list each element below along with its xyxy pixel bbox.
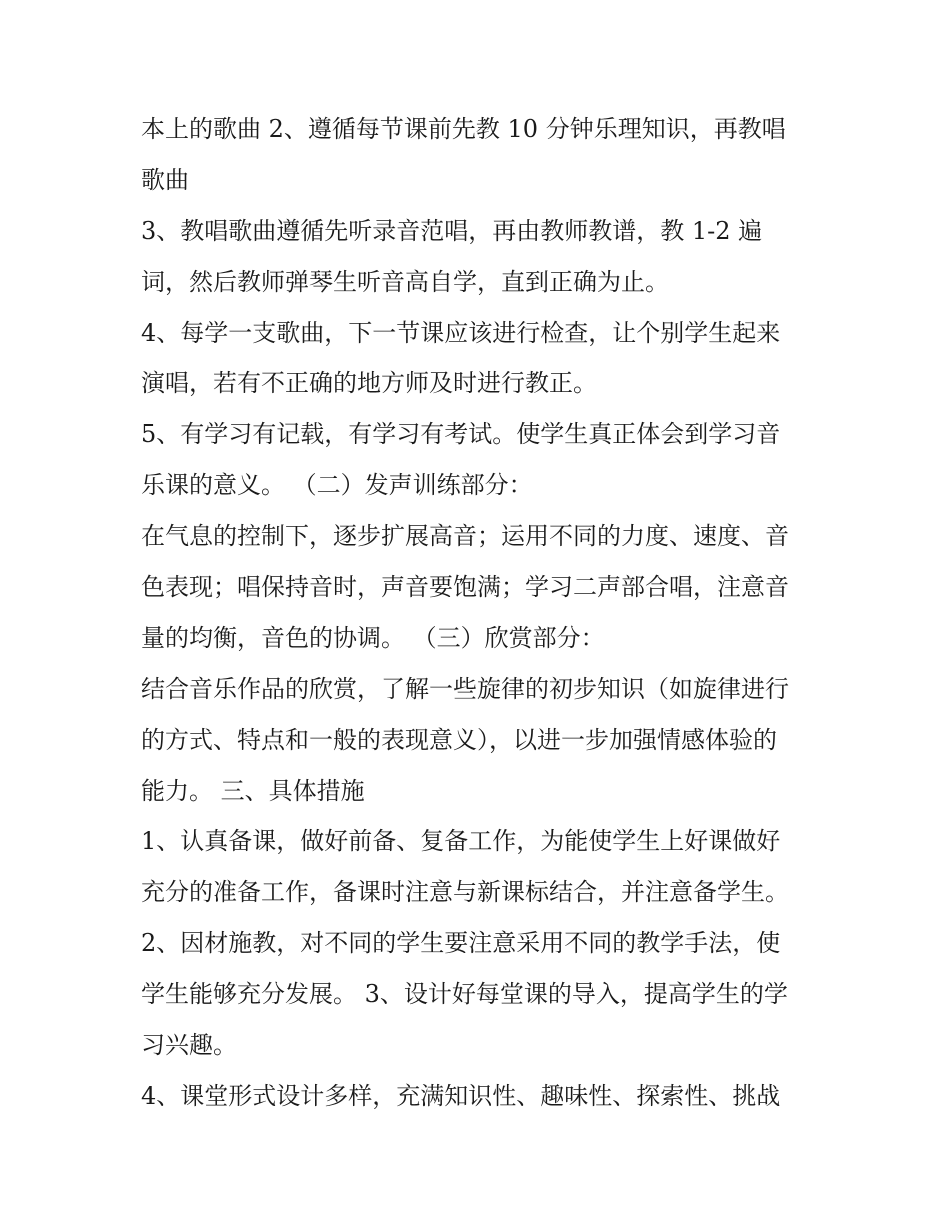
text-line: 歌曲 — [141, 165, 189, 194]
text-line: 量的均衡，音色的协调。 （三）欣赏部分： — [141, 623, 605, 652]
text-line: 习兴趣。 — [141, 1031, 237, 1060]
text-line: 的方式、特点和一般的表现意义），以进一步加强情感体验的 — [141, 725, 777, 754]
text-line: 能力。 三、具体措施 — [141, 776, 365, 805]
text-line: 3、教唱歌曲遵循先听录音范唱，再由教师教谱，教 1-2 遍 — [141, 216, 763, 245]
text-line: 充分的准备工作，备课时注意与新课标结合，并注意备学生。 — [141, 878, 789, 907]
text-line: 色表现；唱保持音时，声音要饱满；学习二声部合唱，注意音 — [141, 573, 789, 602]
text-line: 4、每学一支歌曲，下一节课应该进行检查，让个别学生起来 — [141, 318, 781, 347]
text-line: 本上的歌曲 2、遵循每节课前先教 10 分钟乐理知识，再教唱 — [141, 115, 786, 143]
text-line: 4、课堂形式设计多样，充满知识性、趣味性、探索性、挑战 — [141, 1081, 781, 1110]
text-line: 1、认真备课，做好前备、复备工作，为能使学生上好课做好 — [141, 827, 781, 856]
text-line: 5、有学习有记载，有学习有考试。使学生真正体会到学习音 — [141, 420, 781, 449]
text-line: 词，然后教师弹琴生听音高自学，直到正确为止。 — [141, 267, 669, 296]
document-body — [141, 104, 821, 1122]
text-line: 学生能够充分发展。 3、设计好每堂课的导入，提高学生的学 — [141, 980, 788, 1009]
text-line: 演唱，若有不正确的地方师及时进行教正。 — [141, 369, 597, 398]
text-line: 结合音乐作品的欣赏，了解一些旋律的初步知识（如旋律进行 — [141, 674, 789, 703]
text-line: 2、因材施教，对不同的学生要注意采用不同的教学手法，使 — [141, 929, 781, 958]
text-line: 在气息的控制下，逐步扩展高音；运用不同的力度、速度、音 — [141, 522, 789, 551]
text-line: 乐课的意义。 （二）发声训练部分： — [141, 471, 533, 500]
